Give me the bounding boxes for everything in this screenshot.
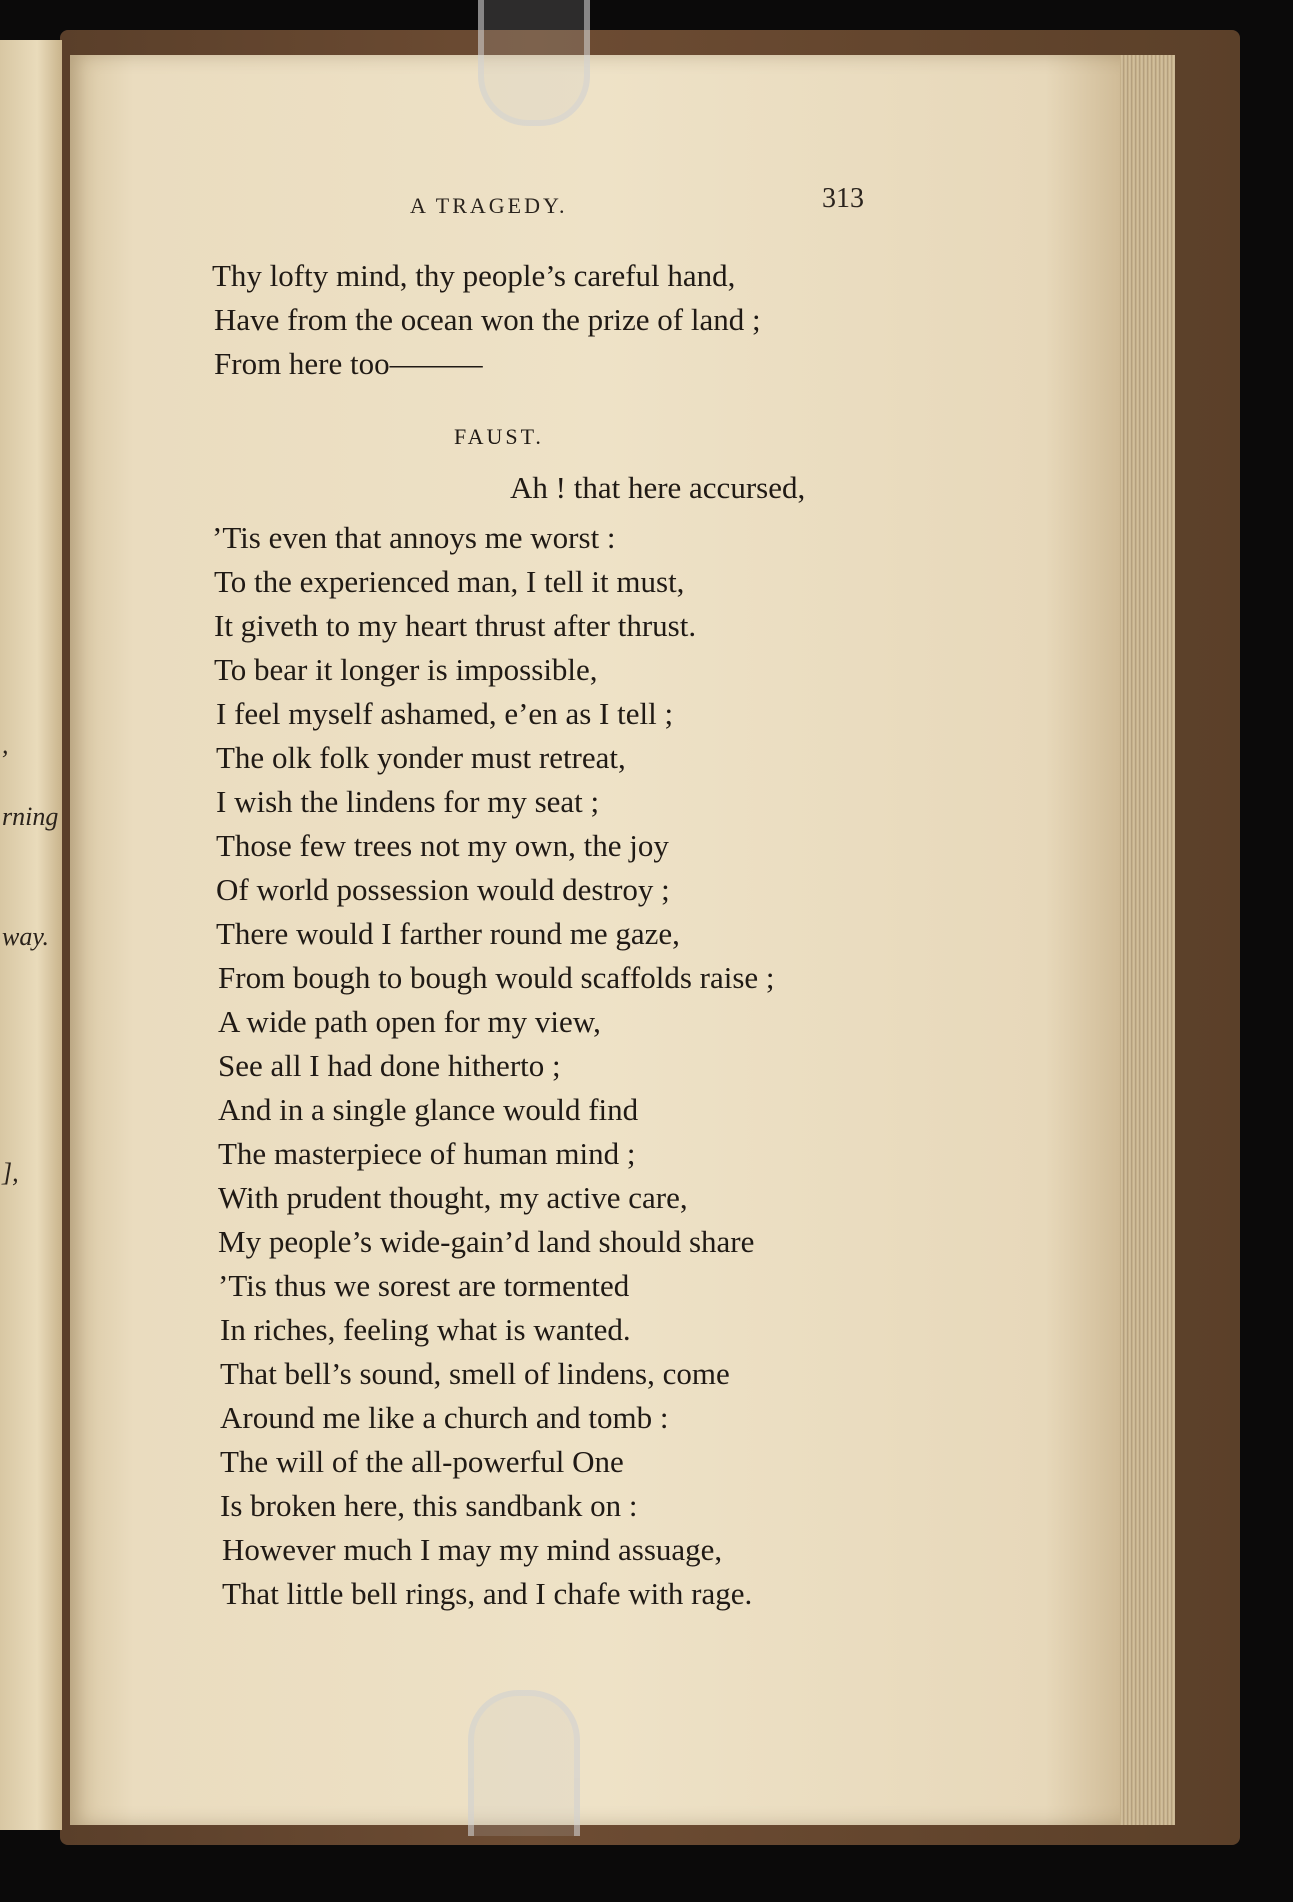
page-number: 313 <box>822 183 864 214</box>
verse-line: See all I had done hitherto ; <box>218 1048 561 1083</box>
verse-line: Have from the ocean won the prize of land ; <box>214 302 761 337</box>
verse-line: The masterpiece of human mind ; <box>218 1136 636 1171</box>
verse-line: With prudent thought, my active care, <box>218 1180 688 1215</box>
verse-line: ’Tis even that annoys me worst : <box>212 520 616 555</box>
verse-line: I feel myself ashamed, e’en as I tell ; <box>216 696 674 731</box>
running-head: A TRAGEDY. <box>410 193 568 218</box>
verse-line: That bell’s sound, smell of lindens, come <box>220 1356 730 1391</box>
verse-line: There would I farther round me gaze, <box>216 916 680 951</box>
verse-line: In riches, feeling what is wanted. <box>220 1312 631 1347</box>
verse-line: Thy lofty mind, thy people’s careful hand, <box>212 258 736 293</box>
verse-line: My people’s wide-gain’d land should share <box>218 1224 755 1259</box>
left-page-fragment: , <box>2 730 9 759</box>
verse-line: Around me like a church and tomb : <box>220 1400 669 1435</box>
verse-line: I wish the lindens for my seat ; <box>216 784 600 819</box>
verse-line: And in a single glance would find <box>218 1092 639 1127</box>
verse-line: From here too——— <box>214 346 483 381</box>
verse-line: To bear it longer is impossible, <box>214 652 598 687</box>
verse-line: It giveth to my heart thrust after thrust. <box>214 608 697 643</box>
left-page-edge <box>0 40 62 1830</box>
verse-line: However much I may my mind assuage, <box>222 1532 723 1567</box>
verse-line: The will of the all-powerful One <box>220 1444 624 1479</box>
verse-line: Is broken here, this sandbank on : <box>220 1488 638 1523</box>
clip-bottom <box>468 1690 580 1836</box>
verse-line: Of world possession would destroy ; <box>216 872 670 907</box>
left-page-fragment: ], <box>2 1158 19 1187</box>
verse-line: The olk folk yonder must retreat, <box>216 740 626 775</box>
verse-line: Ah ! that here accursed, <box>510 470 806 505</box>
verse-line: A wide path open for my view, <box>218 1004 601 1039</box>
verse-line: From bough to bough would scaffolds raise ; <box>218 960 775 995</box>
clip-top <box>478 0 590 126</box>
verse-line: To the experienced man, I tell it must, <box>214 564 685 599</box>
left-page-fragment: rning <box>2 802 59 831</box>
left-page-fragment: way. <box>2 922 49 951</box>
verse-line: Those few trees not my own, the joy <box>216 828 669 863</box>
speaker-name: FAUST. <box>454 424 544 449</box>
verse-line: ’Tis thus we sorest are tormented <box>218 1268 630 1303</box>
page-edges <box>1120 55 1175 1825</box>
verse-line: That little bell rings, and I chafe with rage. <box>222 1576 753 1611</box>
